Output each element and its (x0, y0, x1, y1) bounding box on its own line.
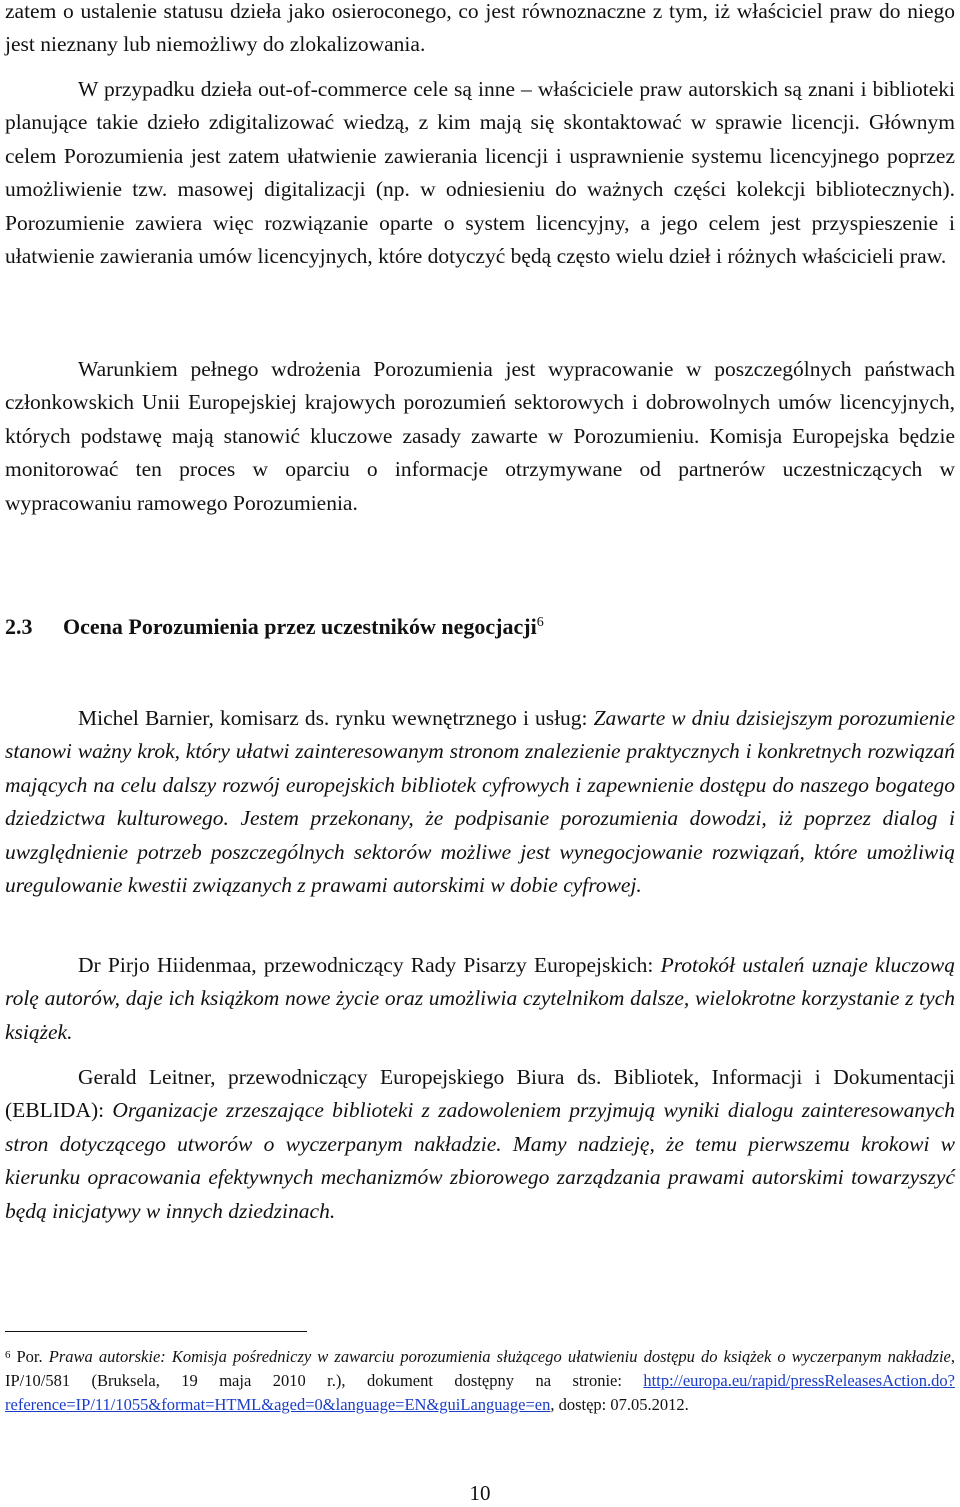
section-title: Ocena Porozumienia przez uczestników negocjacji (63, 614, 537, 639)
footnote-number: 6 (5, 1349, 11, 1361)
section-number: 2.3 (5, 614, 33, 639)
paragraph-continued: zatem o ustalenie statusu dzieła jako osieroconego, co jest równoznaczne z tym, iż właściciel praw do niego jest nieznany lub niemożliwy do zlokalizowania. (5, 0, 955, 57)
footnote-middle: , IP/10/581 (Bruksela, 19 maja 2010 r.), dokument dostępny na stronie: (5, 1347, 956, 1390)
quote-speaker: Gerald Leitner, przewodniczący Europejskiego Biura ds. Bibliotek, Informacji i Dokumentacji (EBLIDA): (5, 1065, 955, 1123)
footnote-link[interactable]: http://europa.eu/rapid/pressReleasesAction.do?reference=IP/11/1055&format=HTML&aged=0&language=EN&guiLanguage=en (5, 1371, 955, 1414)
paragraph-out-of-commerce: W przypadku dzieła out-of-commerce cele są inne – właściciele praw autorskich są znani i biblioteki planujące takie dzieło zdigitalizować wiedzą, z kim mają się skontaktować w sprawie licencji. Głównym celem Porozumienia jest zatem ułatwienie zawierania licencji i usprawnienie systemu licencyjnego poprzez umożliwienie tzw. masowej digitalizacji (np. w odniesieniu do ważnych części kolekcji bibliotecznych). Porozumienie zawiera więc rozwiązanie oparte o system licencyjny, a jego celem jest przyspieszenie i ułatwienie zawierania umów licencyjnych, które dotyczyć będą często wielu dzieł i różnych właścicieli praw. (5, 77, 955, 269)
footnote-prefix: Por. (16, 1347, 49, 1366)
quote-text: Zawarte w dniu dzisiejszym porozumienie stanowi ważny krok, który ułatwi zainteresowanym stronom znalezienie praktycznych i konkretnych rozwiązań mających na celu dalszy rozwój europejskich bibliotek cyfrowych i zapewnienie dostępu do naszego bogatego dziedzictwa kulturowego. Jestem przekonany, że podpisanie porozumienia dowodzi, iż poprzez dialog i uwzględnienie potrzeb poszczególnych sektorów możliwe jest wynegocjowanie rozwiązań, które umożliwią uregulowanie kwestii związanych z prawami autorskimi w dobie cyfrowej. (5, 706, 955, 898)
section-heading (5, 610, 955, 644)
quote-text: Protokół ustaleń uznaje kluczową rolę autorów, daje ich książkom nowe życie oraz umożliwia czytelnikom dalsze, wielokrotne korzystanie z tych książek. (5, 953, 955, 1044)
quote-hiidenmaa (5, 949, 955, 1049)
quote-barnier (5, 702, 955, 902)
quote-speaker: Michel Barnier, komisarz ds. rynku wewnętrznego i usług: (78, 706, 594, 730)
quote-text: Organizacje zrzeszające biblioteki z zadowoleniem przyjmują wyniki dialogu zainteresowanych stron dotyczącego utworów o wyczerpanym nakładzie. Mamy nadzieję, że temu pierwszemu krokowi w kierunku opracowania efektywnych mechanizmów zbiorowego zarządzania prawami autorskimi towarzyszyć będą inicjatywy w innych dziedzinach. (5, 1098, 955, 1223)
footnote-suffix: , dostęp: 07.05.2012. (550, 1395, 689, 1414)
footnote-separator (5, 1331, 307, 1332)
footnote (5, 1345, 955, 1417)
footnote-reference: 6 (536, 615, 544, 630)
footnote-title: Prawa autorskie: Komisja pośredniczy w zawarciu porozumienia służącego ułatwieniu dostępu do książek o wyczerpanym nakładzie (48, 1347, 951, 1366)
paragraph-implementation: Warunkiem pełnego wdrożenia Porozumienia jest wypracowanie w poszczególnych państwach członkowskich Unii Europejskiej krajowych porozumień sektorowych i dobrowolnych umów licencyjnych, których podstawę mają stanowić kluczowe zasady zawarte w Porozumieniu. Komisja Europejska będzie monitorować ten proces w oparciu o informacje otrzymywane od partnerów uczestniczących w wypracowaniu ramowego Porozumienia. (5, 357, 955, 515)
quote-speaker: Dr Pirjo Hiidenmaa, przewodniczący Rady Pisarzy Europejskich: (78, 953, 661, 977)
quote-leitner (5, 1061, 955, 1228)
page-number: 10 (469, 1481, 491, 1505)
